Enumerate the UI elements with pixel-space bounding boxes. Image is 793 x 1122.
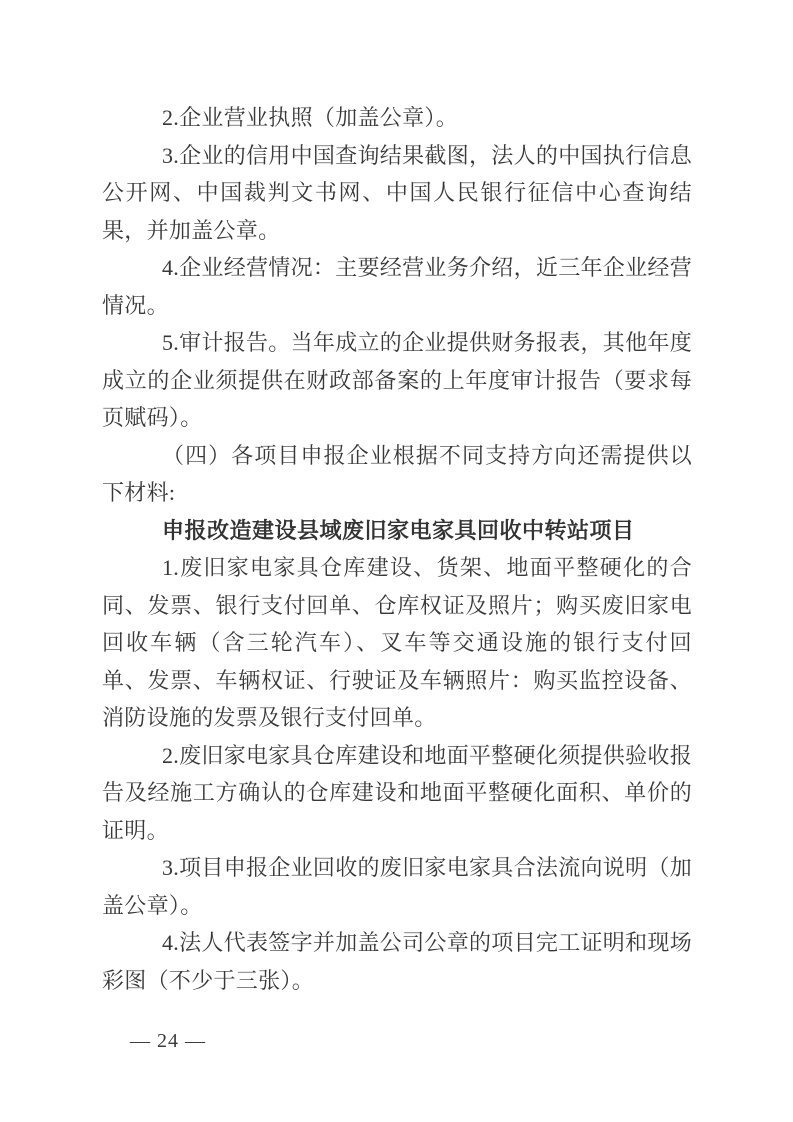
para-project-req-4: 4.法人代表签字并加盖公司公章的项目完工证明和现场彩图（不少于三张）。 <box>102 930 693 993</box>
para-section-four-intro: （四）各项目申报企业根据不同支持方向还需提供以下材料: <box>102 442 692 505</box>
para-business-license: 2.企业营业执照（加盖公章）。 <box>162 105 459 130</box>
page-number: — 24 — <box>130 1030 206 1052</box>
para-project-req-1: 1.废旧家电家具仓库建设、货架、地面平整硬化的合同、发票、银行支付回单、仓库权证及照片；购买废旧家电回收车辆（含三轮汽车）、叉车等交通设施的银行支付回单、发票、车辆权证、行驶证及车辆照片：购买监控设备、消防设施的发票及银行支付回单。 <box>102 555 692 730</box>
para-audit-report: 5.审计报告。当年成立的企业提供财务报表，其他年度成立的企业须提供在财政部备案的上年度审计报告（要求每页赋码）。 <box>102 330 693 430</box>
para-project-req-3: 3.项目申报企业回收的废旧家电家具合法流向说明（加盖公章）。 <box>102 855 693 918</box>
para-credit-query-results: 3.企业的信用中国查询结果截图，法人的中国执行信息公开网、中国裁判文书网、中国人民银行征信中心查询结果，并加盖公章。 <box>102 142 693 243</box>
para-business-operation: 4.企业经营情况：主要经营业务介绍，近三年企业经营情况。 <box>102 255 693 318</box>
section-heading-recycle-transfer-station: 申报改造建设县域废旧家电家具回收中转站项目 <box>162 517 635 543</box>
document-body <box>102 99 692 999</box>
para-project-req-2: 2.废旧家电家具仓库建设和地面平整硬化须提供验收报告及经施工方确认的仓库建设和地面平整硬化面积、单价的证明。 <box>102 742 693 843</box>
